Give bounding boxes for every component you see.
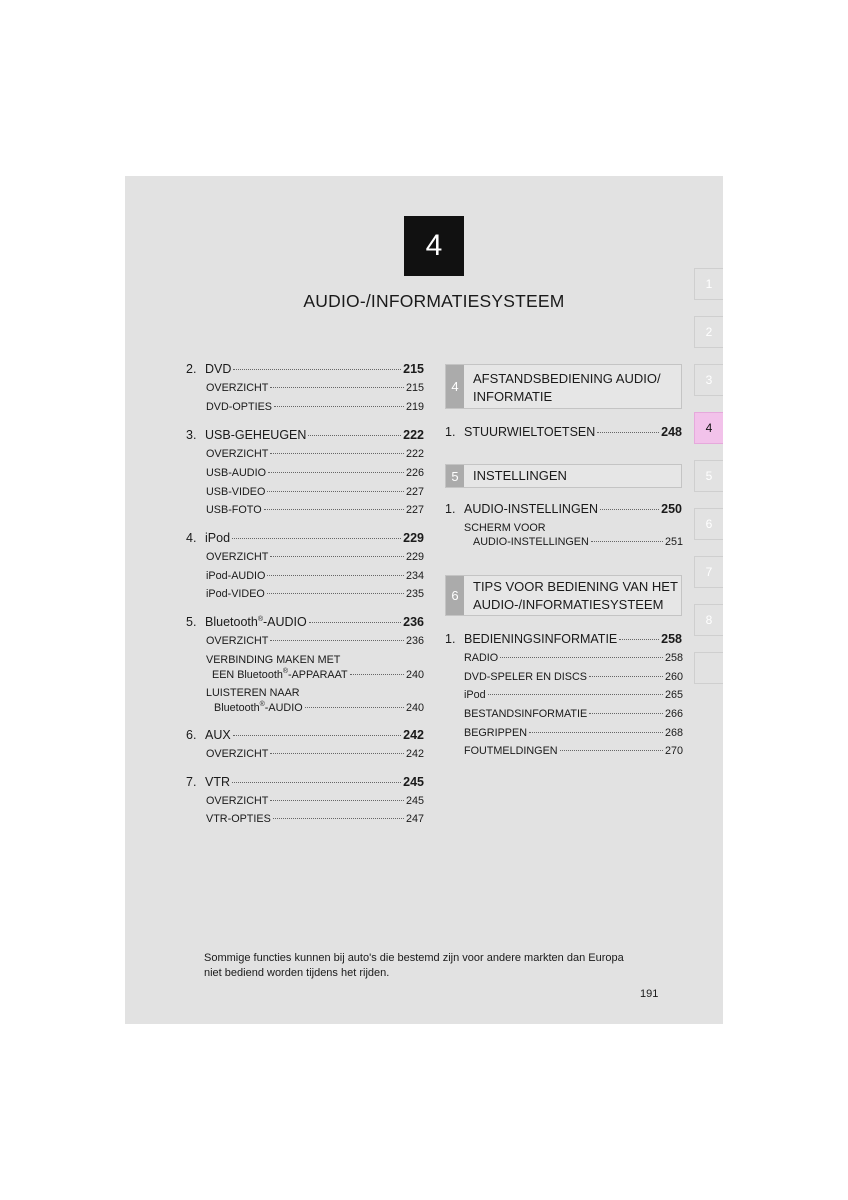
toc-sub-title: VTR-OPTIES [206,813,271,825]
toc-sub-entry[interactable] [464,708,683,720]
dot-leader [308,435,401,436]
toc-sub-page: 227 [405,486,424,498]
toc-sub-title: OVERZICHT [206,551,269,563]
section-title-line1: AFSTANDSBEDIENING AUDIO/ [473,371,661,386]
dot-leader [273,818,404,819]
tab-chapter-2[interactable]: 2 [694,316,723,348]
dot-leader [270,640,404,641]
dot-leader [267,491,404,492]
toc-sub-title: Bluetooth®-AUDIO [214,701,303,714]
toc-number: 4. [186,531,197,545]
tab-chapter-7[interactable]: 7 [694,556,723,588]
toc-number: 1. [445,425,456,439]
toc-sub-page: 229 [405,551,424,563]
toc-title: AUDIO-INSTELLINGEN [464,502,599,516]
toc-entry-dvd[interactable] [186,362,424,376]
dot-leader [500,657,663,658]
dot-leader [233,369,401,370]
dot-leader [267,575,404,576]
toc-sub-page: 265 [664,689,683,701]
dot-leader [268,472,404,473]
dot-leader [274,406,404,407]
dot-leader [270,453,404,454]
dot-leader [488,694,663,695]
toc-entry-audio-instellingen[interactable] [445,502,682,516]
section-number: 5 [446,465,464,487]
toc-sub-entry[interactable] [206,448,424,460]
toc-sub-entry[interactable] [206,635,424,647]
dot-leader [529,732,663,733]
toc-number: 5. [186,615,197,629]
toc-sub-page: 247 [405,813,424,825]
toc-sub-page: 234 [405,570,424,582]
toc-sub-entry[interactable] [464,727,683,739]
toc-sub-page: 245 [405,795,424,807]
toc-sub-page: 270 [664,745,683,757]
toc-sub-title: OVERZICHT [206,635,269,647]
toc-sub-entry[interactable] [206,467,424,479]
dot-leader [232,782,401,783]
toc-sub-title: USB-FOTO [206,504,262,516]
dot-leader [619,639,659,640]
toc-sub-title-line1: VERBINDING MAKEN MET [206,654,341,666]
toc-sub-title-line1: LUISTEREN NAAR [206,687,300,699]
dot-leader [600,509,659,510]
toc-sub-title: iPod-AUDIO [206,570,266,582]
toc-sub-entry[interactable] [206,588,424,600]
toc-sub-page: 227 [405,504,424,516]
toc-sub-title: FOUTMELDINGEN [464,745,558,757]
toc-sub-page: 215 [405,382,424,394]
toc-entry-bluetooth[interactable] [186,615,424,629]
toc-number: 1. [445,502,456,516]
dot-leader [597,432,659,433]
toc-sub-entry[interactable] [212,668,424,681]
toc-page: 222 [403,428,424,442]
section-header-4 [445,364,682,409]
section-header-6 [445,575,682,616]
dot-leader [270,753,404,754]
toc-sub-title: DVD-SPELER EN DISCS [464,671,587,683]
toc-title: Bluetooth®-AUDIO [205,615,307,629]
toc-title: BEDIENINGSINFORMATIE [464,632,618,646]
toc-sub-entry[interactable] [206,382,424,394]
section-title-line1: INSTELLINGEN [473,468,567,483]
toc-sub-entry[interactable] [206,486,424,498]
toc-sub-entry[interactable] [206,551,424,563]
tab-chapter-1[interactable]: 1 [694,268,723,300]
toc-entry-vtr[interactable] [186,775,424,789]
toc-sub-entry[interactable] [464,689,683,701]
toc-sub-page: 268 [664,727,683,739]
toc-sub-entry[interactable] [214,701,424,714]
tab-chapter-5[interactable]: 5 [694,460,723,492]
dot-leader [591,541,663,542]
toc-page: 250 [661,502,682,516]
toc-page: 236 [403,615,424,629]
dot-leader [270,800,404,801]
toc-sub-page: 235 [405,588,424,600]
toc-page: 258 [661,632,682,646]
section-number: 4 [446,365,464,408]
toc-number: 2. [186,362,197,376]
toc-entry-bedieningsinformatie[interactable] [445,632,682,646]
chapter-title: AUDIO-/INFORMATIESYSTEEM [303,291,565,311]
toc-sub-page: 242 [405,748,424,760]
toc-sub-title: iPod [464,689,486,701]
section-title-line2: AUDIO-/INFORMATIESYSTEEM [473,597,664,612]
toc-sub-page: 219 [405,401,424,413]
toc-title: iPod [205,531,231,545]
toc-sub-entry[interactable] [464,652,683,664]
dot-leader [309,622,401,623]
toc-title: VTR [205,775,230,789]
toc-entry-ipod[interactable] [186,531,424,545]
toc-page: 248 [661,425,682,439]
toc-title: AUX [205,728,231,742]
toc-sub-title: BEGRIPPEN [464,727,527,739]
toc-entry-aux[interactable] [186,728,424,742]
section-title-line1: TIPS VOOR BEDIENING VAN HET [473,579,678,594]
toc-number: 7. [186,775,197,789]
dot-leader [305,707,404,708]
toc-sub-title: USB-VIDEO [206,486,266,498]
toc-sub-page: 258 [664,652,683,664]
toc-sub-entry[interactable] [464,745,683,757]
footnote [204,951,624,981]
toc-sub-page: 222 [405,448,424,460]
toc-sub-page: 266 [664,708,683,720]
toc-sub-page: 260 [664,671,683,683]
section-header-5 [445,464,682,488]
toc-number: 6. [186,728,197,742]
toc-sub-title: USB-AUDIO [206,467,266,479]
toc-page: 245 [403,775,424,789]
toc-sub-entry[interactable] [206,570,424,582]
toc-sub-title: RADIO [464,652,499,664]
dot-leader [350,674,404,675]
chapter-number-box: 4 [404,216,464,276]
toc-number: 1. [445,632,456,646]
section-number: 6 [446,576,464,615]
toc-title: STUURWIELTOETSEN [464,425,596,439]
tab-chapter-3[interactable]: 3 [694,364,723,396]
toc-sub-title: BESTANDSINFORMATIE [464,708,588,720]
toc-sub-page: 236 [405,635,424,647]
toc-sub-entry[interactable] [473,536,683,548]
tab-chapter-6[interactable]: 6 [694,508,723,540]
dot-leader [589,713,663,714]
dot-leader [267,593,404,594]
dot-leader [560,750,663,751]
dot-leader [232,538,401,539]
page-number: 191 [640,988,659,1000]
section-title-line2: INFORMATIE [473,389,553,404]
tab-chapter-4[interactable]: 4 [694,412,723,444]
toc-sub-entry[interactable] [206,748,424,760]
dot-leader [270,556,404,557]
toc-sub-title: AUDIO-INSTELLINGEN [473,536,589,548]
toc-title: USB-GEHEUGEN [205,428,307,442]
toc-sub-entry[interactable] [464,671,683,683]
toc-entry-stuurwieltoetsen[interactable] [445,425,682,439]
toc-page: 229 [403,531,424,545]
toc-sub-title: OVERZICHT [206,382,269,394]
toc-sub-title: EEN Bluetooth®-APPARAAT [212,668,348,681]
dot-leader [270,387,404,388]
tab-chapter-blank[interactable] [694,652,723,684]
toc-sub-title: OVERZICHT [206,795,269,807]
toc-title: DVD [205,362,232,376]
toc-sub-page: 251 [664,536,683,548]
tab-chapter-8[interactable]: 8 [694,604,723,636]
footnote-line1: Sommige functies kunnen bij auto's die bestemd zijn voor andere markten dan Europa [204,952,624,964]
toc-sub-page: 240 [405,702,424,714]
toc-sub-title: iPod-VIDEO [206,588,265,600]
footnote-line2: niet bediend worden tijdens het rijden. [204,967,390,979]
toc-sub-entry[interactable] [206,401,424,413]
toc-sub-entry[interactable] [206,795,424,807]
toc-sub-title: OVERZICHT [206,448,269,460]
dot-leader [264,509,404,510]
toc-sub-title-line1: SCHERM VOOR [464,522,546,534]
toc-sub-page: 240 [405,669,424,681]
toc-entry-usb[interactable] [186,428,424,442]
toc-sub-entry[interactable] [206,813,424,825]
dot-leader [589,676,663,677]
toc-page: 215 [403,362,424,376]
toc-page: 242 [403,728,424,742]
dot-leader [233,735,401,736]
toc-sub-title: OVERZICHT [206,748,269,760]
toc-number: 3. [186,428,197,442]
toc-sub-title: DVD-OPTIES [206,401,272,413]
toc-sub-page: 226 [405,467,424,479]
toc-sub-entry[interactable] [206,504,424,516]
